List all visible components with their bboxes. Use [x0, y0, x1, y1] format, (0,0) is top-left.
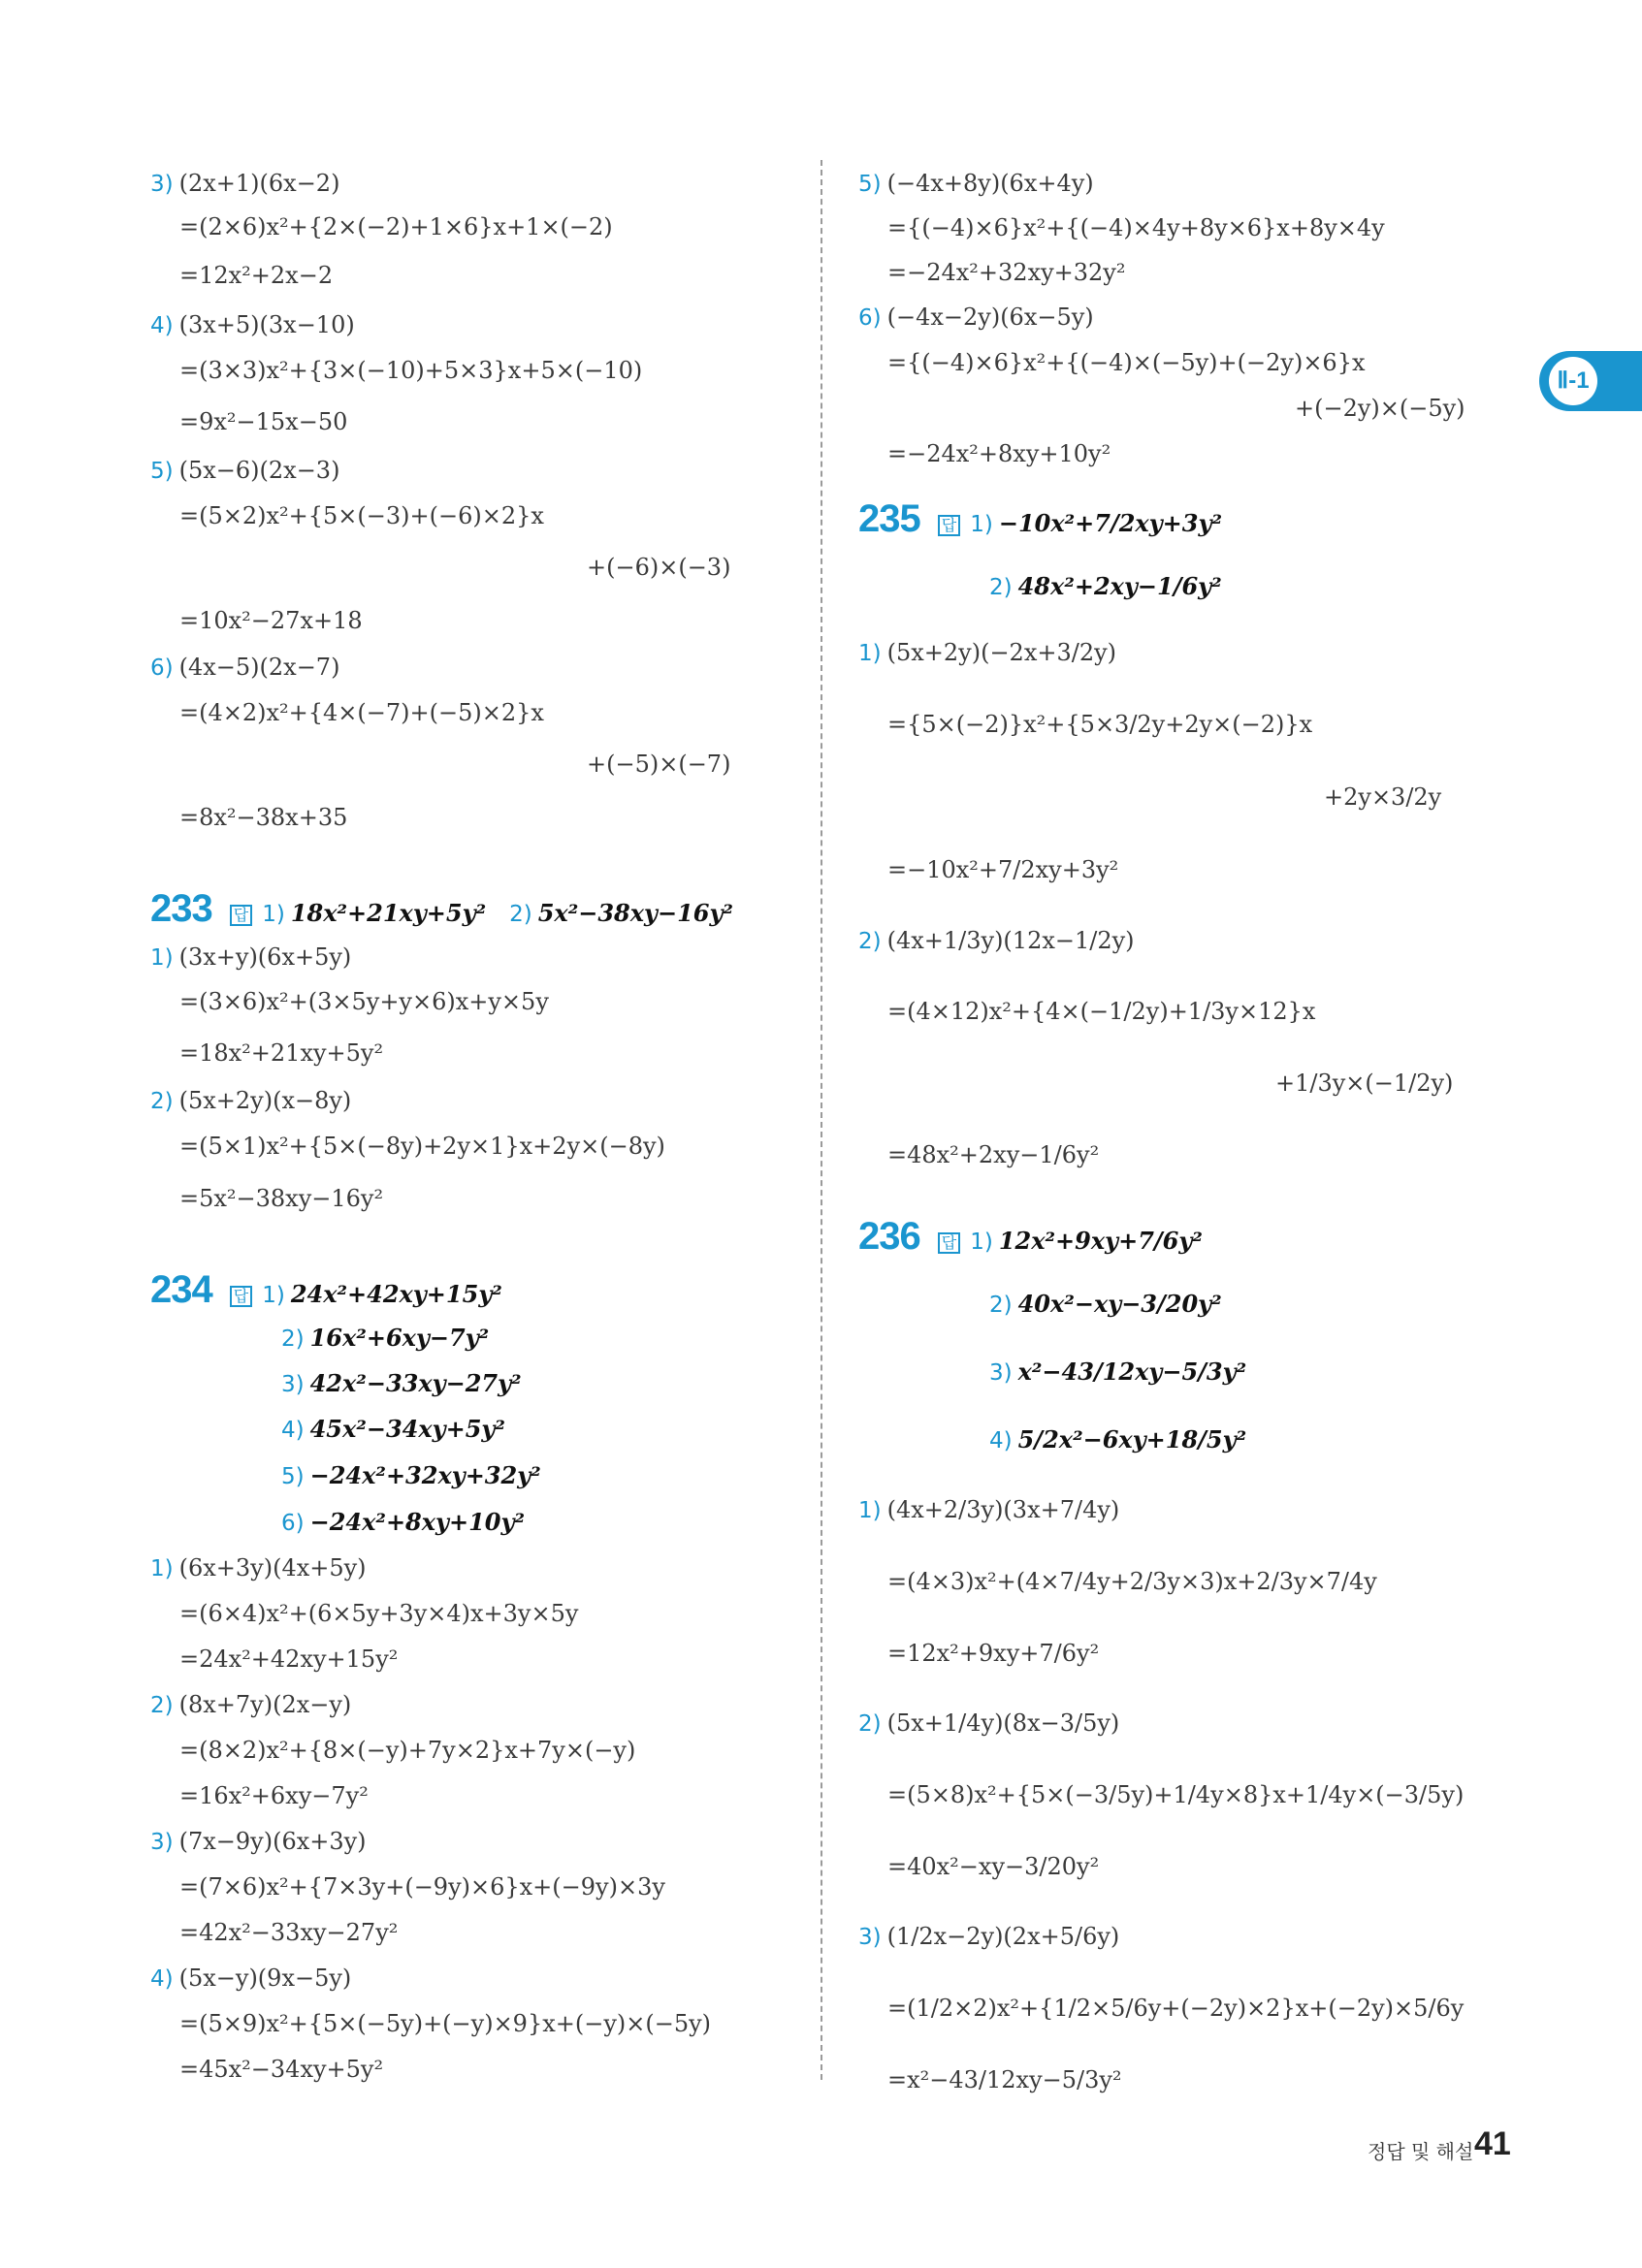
- solution-line: [989, 1423, 1246, 1457]
- solution-line: [989, 1356, 1246, 1390]
- expression-text: ={(−4)×6}x²+{(−4)×(−5y)+(−2y)×6}x: [887, 349, 1366, 376]
- item-index: 1): [970, 512, 993, 537]
- expression-text: =12x²+2x−2: [179, 262, 334, 289]
- solution-line: [150, 651, 339, 685]
- expression-text: =(7×6)x²+{7×3y+(−9y)×6}x+(−9y)×3y: [179, 1873, 665, 1901]
- solution-line: [1275, 1067, 1453, 1100]
- item-index: 6): [281, 1511, 305, 1536]
- solution-line: [179, 1870, 665, 1903]
- item-index: 6): [858, 305, 882, 331]
- item-index: 4): [989, 1428, 1013, 1453]
- expression-text: =(2×6)x²+{2×(−2)+1×6}x+1×(−2): [179, 213, 613, 240]
- expression-text: ={5×(−2)}x²+{5×3/2y+2y×(−2)}x: [887, 711, 1313, 738]
- expression-text: =(5×8)x²+{5×(−3/5y)+1/4y×8}x+1/4y×(−3/5y): [887, 1781, 1465, 1808]
- solution-line: [887, 1138, 1099, 1171]
- solution-line: [179, 499, 544, 532]
- item-index: 4): [150, 313, 174, 338]
- item-index: 2): [858, 1711, 882, 1737]
- solution-line: [179, 801, 347, 834]
- expression-text: (6x+3y)(4x+5y): [178, 1554, 367, 1581]
- solution-line: [150, 1084, 351, 1118]
- item-index: 1): [150, 945, 174, 971]
- expression-text: +(−6)×(−3): [587, 554, 731, 581]
- chapter-tab-label: Ⅱ-1: [1549, 357, 1597, 405]
- item-index: 1): [262, 1283, 285, 1308]
- problem-number: 235: [858, 497, 920, 540]
- column-divider: [821, 160, 822, 2080]
- expression-text: =(3×3)x²+{3×(−10)+5×3}x+5×(−10): [179, 357, 643, 384]
- solution-line: [179, 1037, 383, 1070]
- expression-text: (−4x+8y)(6x+4y): [886, 170, 1094, 197]
- item-index: 4): [150, 1966, 174, 1992]
- expression-text: +(−5)×(−7): [587, 751, 731, 778]
- expression-text: +(−2y)×(−5y): [1295, 395, 1465, 422]
- expression-text: =12x²+9xy+7/6y²: [887, 1640, 1100, 1667]
- solution-line: [179, 2007, 711, 2040]
- expression-text: =5x²−38xy−16y²: [179, 1185, 384, 1212]
- expression-text: (2x+1)(6x−2): [178, 170, 340, 197]
- solution-line: [887, 1850, 1099, 1883]
- expression-text: =−10x²+7/2xy+3y²: [887, 856, 1119, 883]
- solution-line: [179, 354, 642, 387]
- item-index: 2): [281, 1326, 305, 1352]
- item-index: 2): [858, 929, 882, 954]
- solution-line: [281, 1413, 505, 1447]
- expression-text: =(5×9)x²+{5×(−5y)+(−y)×9}x+(−y)×(−5y): [179, 2010, 712, 2037]
- solution-line: [887, 708, 1312, 741]
- solution-line: [179, 1916, 398, 1949]
- solution-line: [179, 210, 613, 243]
- expression-text: (5x+2y)(−2x+3/2y): [886, 639, 1117, 666]
- expression-text: =8x²−38x+35: [179, 804, 348, 831]
- solution-line: [179, 696, 544, 729]
- item-index: 4): [281, 1418, 305, 1443]
- answer-text: 42x²−33xy−27y²: [309, 1369, 522, 1397]
- item-index: 3): [281, 1372, 305, 1397]
- expression-text: =(4×12)x²+{4×(−1/2y)+1/3y×12}x: [887, 998, 1316, 1025]
- expression-text: =(6×4)x²+(6×5y+3y×4)x+3y×5y: [179, 1600, 579, 1627]
- expression-text: (5x−y)(9x−5y): [178, 1965, 352, 1992]
- item-index: 5): [281, 1464, 305, 1489]
- answer-text: 5/2x²−6xy+18/5y²: [1017, 1425, 1247, 1453]
- solution-line: [179, 405, 347, 438]
- answer-text: x²−43/12xy−5/3y²: [1017, 1358, 1247, 1386]
- solution-line: [587, 748, 730, 781]
- expression-text: =(4×2)x²+{4×(−7)+(−5)×2}x: [179, 699, 544, 726]
- solution-line: [179, 2053, 383, 2086]
- item-index: 2): [509, 902, 532, 927]
- expression-text: =18x²+21xy+5y²: [179, 1039, 384, 1067]
- solution-line: [858, 1215, 1203, 1259]
- expression-text: =(8×2)x²+{8×(−y)+7y×2}x+7y×(−y): [179, 1737, 636, 1764]
- answer-text: −24x²+8xy+10y²: [309, 1508, 525, 1536]
- expression-text: (4x+1/3y)(12x−1/2y): [886, 927, 1135, 954]
- solution-line: [281, 1506, 525, 1540]
- solution-line: [887, 1992, 1464, 2025]
- answer-badge: 답: [230, 1286, 252, 1307]
- solution-line: [281, 1322, 489, 1356]
- item-index: 3): [858, 1925, 882, 1950]
- item-index: 1): [970, 1230, 993, 1255]
- problem-number: 233: [150, 887, 212, 930]
- solution-line: [587, 551, 730, 584]
- solution-line: [150, 308, 355, 342]
- solution-line: [179, 985, 549, 1018]
- expression-text: (5x+2y)(x−8y): [178, 1087, 352, 1114]
- solution-line: [1324, 781, 1441, 814]
- solution-line: [179, 259, 333, 292]
- expression-text: (8x+7y)(2x−y): [178, 1691, 352, 1718]
- solution-line: [858, 167, 1094, 201]
- item-index: 1): [150, 1556, 174, 1581]
- solution-line: [179, 604, 363, 637]
- solution-line: [150, 1268, 502, 1312]
- expression-text: (4x−5)(2x−7): [178, 654, 340, 681]
- answer-text: 18x²+21xy+5y²: [290, 899, 487, 927]
- expression-text: (1/2x−2y)(2x+5/6y): [886, 1923, 1120, 1950]
- solution-line: [887, 346, 1366, 379]
- item-index: 3): [150, 1830, 174, 1855]
- expression-text: =9x²−15x−50: [179, 408, 348, 435]
- solution-line: [858, 1493, 1119, 1527]
- solution-line: [150, 941, 351, 974]
- expression-text: (5x−6)(2x−3): [178, 457, 340, 484]
- solution-line: [858, 301, 1094, 335]
- answer-badge: 답: [230, 905, 252, 926]
- expression-text: =48x²+2xy−1/6y²: [887, 1141, 1100, 1168]
- solution-line: [150, 1962, 351, 1996]
- item-index: 5): [150, 459, 174, 484]
- expression-text: =−24x²+32xy+32y²: [887, 259, 1126, 286]
- footer-section-label: 정답 및 해설: [1368, 2140, 1474, 2163]
- answer-text: −10x²+7/2xy+3y²: [998, 509, 1222, 537]
- answer-badge: 답: [938, 515, 960, 536]
- solution-line: [858, 497, 1222, 541]
- item-index: 2): [150, 1089, 174, 1114]
- solution-line: [887, 1637, 1099, 1670]
- expression-text: =(3×6)x²+(3×5y+y×6)x+y×5y: [179, 988, 549, 1015]
- item-index: 6): [150, 655, 174, 681]
- expression-text: (7x−9y)(6x+3y): [178, 1828, 367, 1855]
- answer-text: 16x²+6xy−7y²: [309, 1324, 490, 1352]
- expression-text: =(5×2)x²+{5×(−3)+(−6)×2}x: [179, 502, 544, 529]
- expression-text: (5x+1/4y)(8x−3/5y): [886, 1709, 1120, 1737]
- expression-text: =24x²+42xy+15y²: [179, 1645, 399, 1673]
- solution-line: [179, 1130, 665, 1163]
- item-index: 3): [989, 1360, 1013, 1386]
- expression-text: (3x+5)(3x−10): [178, 311, 355, 338]
- solution-line: [281, 1459, 541, 1493]
- solution-line: [150, 1551, 367, 1585]
- item-index: 3): [150, 172, 174, 197]
- solution-line: [887, 256, 1125, 289]
- answer-text: 12x²+9xy+7/6y²: [998, 1227, 1203, 1255]
- expression-text: (−4x−2y)(6x−5y): [886, 303, 1094, 331]
- expression-text: =42x²−33xy−27y²: [179, 1919, 399, 1946]
- solution-line: [989, 570, 1222, 604]
- solution-line: [179, 1734, 635, 1767]
- item-index: 1): [858, 1498, 882, 1523]
- solution-line: [858, 1707, 1119, 1741]
- solution-line: [887, 2063, 1122, 2096]
- solution-line: [887, 1778, 1464, 1811]
- solution-line: [150, 167, 339, 201]
- expression-text: =−24x²+8xy+10y²: [887, 440, 1111, 467]
- solution-line: [179, 1779, 369, 1812]
- expression-text: =40x²−xy−3/20y²: [887, 1853, 1100, 1880]
- solution-line: [887, 995, 1315, 1028]
- solution-line: [150, 1825, 367, 1859]
- solution-line: [1295, 392, 1465, 425]
- answer-text: 45x²−34xy+5y²: [309, 1415, 505, 1443]
- solution-line: [150, 454, 339, 488]
- expression-text: =(4×3)x²+(4×7/4y+2/3y×3)x+2/3y×7/4y: [887, 1568, 1377, 1595]
- solution-line: [887, 211, 1385, 244]
- solution-line: [989, 1288, 1222, 1322]
- answer-text: 5x²−38xy−16y²: [537, 899, 733, 927]
- expression-text: (3x+y)(6x+5y): [178, 943, 352, 971]
- solution-line: [281, 1367, 522, 1401]
- solution-line: [887, 1565, 1377, 1598]
- solution-line: [150, 887, 733, 931]
- item-index: 2): [989, 1293, 1013, 1318]
- solution-line: [887, 437, 1111, 470]
- answer-text: 40x²−xy−3/20y²: [1017, 1290, 1222, 1318]
- solution-line: [858, 1920, 1119, 1954]
- expression-text: =10x²−27x+18: [179, 607, 363, 634]
- problem-number: 234: [150, 1268, 212, 1311]
- solution-line: [150, 1688, 351, 1722]
- solution-line: [858, 924, 1135, 958]
- item-index: 1): [858, 641, 882, 666]
- solution-line: [858, 636, 1116, 670]
- item-index: 5): [858, 172, 882, 197]
- solution-line: [179, 1643, 398, 1676]
- answer-text: −24x²+32xy+32y²: [309, 1461, 541, 1489]
- solution-line: [887, 853, 1118, 886]
- expression-text: +1/3y×(−1/2y): [1275, 1070, 1454, 1097]
- expression-text: =(5×1)x²+{5×(−8y)+2y×1}x+2y×(−8y): [179, 1133, 665, 1160]
- item-index: 2): [989, 575, 1013, 600]
- expression-text: =x²−43/12xy−5/3y²: [887, 2066, 1122, 2093]
- expression-text: =(1/2×2)x²+{1/2×5/6y+(−2y)×2}x+(−2y)×5/6y: [887, 1995, 1465, 2022]
- expression-text: =45x²−34xy+5y²: [179, 2056, 384, 2083]
- expression-text: ={(−4)×6}x²+{(−4)×4y+8y×6}x+8y×4y: [887, 214, 1385, 241]
- answer-badge: 답: [938, 1232, 960, 1254]
- expression-text: (4x+2/3y)(3x+7/4y): [886, 1496, 1120, 1523]
- solution-line: [179, 1597, 578, 1630]
- item-index: 2): [150, 1693, 174, 1718]
- answer-text: 48x²+2xy−1/6y²: [1017, 572, 1222, 600]
- solution-line: [179, 1182, 383, 1215]
- expression-text: =16x²+6xy−7y²: [179, 1782, 369, 1809]
- item-index: 1): [262, 902, 285, 927]
- problem-number: 236: [858, 1215, 920, 1258]
- expression-text: +2y×3/2y: [1324, 783, 1442, 811]
- answer-text: 24x²+42xy+15y²: [290, 1280, 502, 1308]
- page-number: 41: [1474, 2125, 1511, 2162]
